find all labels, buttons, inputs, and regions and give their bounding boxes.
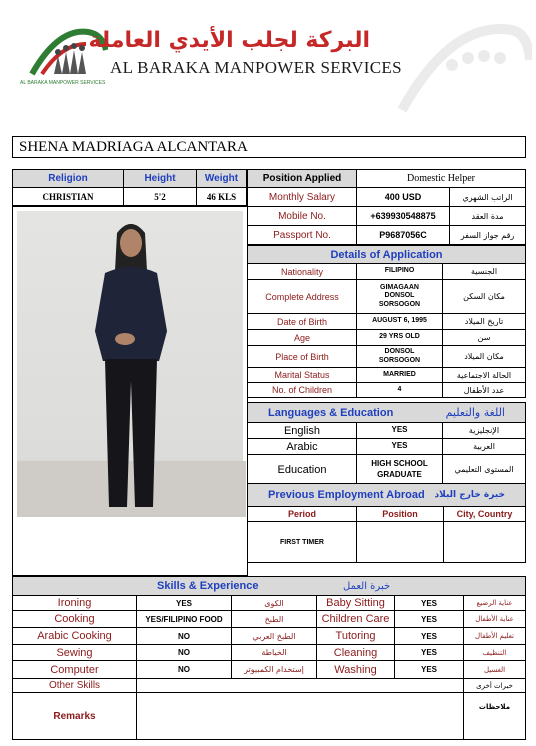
info-label-ar: رقم جواز السفر	[449, 225, 526, 245]
detail-label-ar: سن	[442, 329, 526, 346]
company-name-english: AL BARAKA MANPOWER SERVICES	[110, 58, 402, 77]
language-value: YES	[356, 422, 443, 439]
skill-label: Ironing	[12, 595, 137, 611]
skill-label: Arabic Cooking	[12, 627, 137, 645]
detail-label: Date of Birth	[247, 313, 357, 330]
skills-title-ar: خبرة العمل	[343, 580, 391, 592]
skills-title: Skills & Experience	[157, 580, 259, 592]
detail-label: Complete Address	[247, 279, 357, 314]
skill-value: YES	[136, 595, 232, 611]
skill-label: Sewing	[12, 644, 137, 661]
language-value: YES	[356, 438, 443, 455]
language-value: HIGH SCHOOL GRADUATE	[356, 454, 443, 485]
employment-cell	[443, 521, 526, 563]
other-skills-ar: خبرات أخرى	[463, 678, 526, 693]
skill-label: Computer	[12, 660, 137, 679]
skill-value: YES	[394, 644, 464, 661]
other-skills-label: Other Skills	[12, 678, 137, 693]
company-name-arabic: البركة لجلب الأيدي العاملة	[88, 28, 370, 53]
detail-label: Age	[247, 329, 357, 346]
skill-value: NO	[136, 644, 232, 661]
detail-label-ar: مكان الميلاد	[442, 345, 526, 368]
other-skills-value	[136, 678, 464, 693]
skill-value: NO	[136, 660, 232, 679]
info-label-ar: الراتب الشهري	[449, 187, 526, 207]
remarks-label: Remarks	[12, 692, 137, 740]
skill-label: Tutoring	[316, 627, 395, 645]
languages-title: Languages & Education	[268, 406, 394, 419]
religion-value: CHRISTIAN	[12, 187, 124, 206]
photo-frame	[12, 206, 248, 576]
detail-label: Marital Status	[247, 367, 357, 383]
watermark-logo	[392, 10, 532, 120]
applicant-name: SHENA MADRIAGA ALCANTARA	[12, 136, 526, 158]
employment-col-header: Period	[247, 506, 357, 522]
religion-label: Religion	[12, 169, 124, 188]
info-value: +639930548875	[356, 206, 450, 226]
detail-value: FILIPINO	[356, 263, 443, 280]
weight-value: 46 KLS	[196, 187, 247, 206]
skill-label-ar: الغسيل	[463, 660, 526, 679]
employment-cell: FIRST TIMER	[247, 521, 357, 563]
skill-label-ar: الطبخ العربي	[231, 627, 317, 645]
employment-title-ar: خبرة خارج البلاد	[434, 490, 505, 500]
employment-cell	[356, 521, 444, 563]
applicant-photo	[17, 211, 243, 517]
detail-label-ar: عدد الأطفال	[442, 382, 526, 398]
skill-value: YES	[394, 627, 464, 645]
languages-title-ar: اللغة والتعليم	[445, 406, 505, 419]
skill-label-ar: الخياطة	[231, 644, 317, 661]
detail-value: MARRIED	[356, 367, 443, 383]
weight-label: Weight	[196, 169, 247, 188]
skill-label: Baby Sitting	[316, 595, 395, 611]
skill-label: Washing	[316, 660, 395, 679]
info-label: Mobile No.	[247, 206, 357, 226]
height-label: Height	[123, 169, 197, 188]
language-label-ar: الإنجليزية	[442, 422, 526, 439]
skill-value: YES/FILIPINO FOOD	[136, 610, 232, 628]
skill-value: YES	[394, 595, 464, 611]
employment-col-header: Position	[356, 506, 444, 522]
language-label-ar: العربية	[442, 438, 526, 455]
skill-label-ar: إستخدام الكمبيوتر	[231, 660, 317, 679]
language-label-ar: المستوى التعليمي	[442, 454, 526, 485]
skill-label-ar: الطبخ	[231, 610, 317, 628]
languages-header	[247, 402, 526, 423]
detail-value: GIMAGAAN DONSOL SORSOGON	[356, 279, 443, 314]
skills-header	[12, 576, 526, 596]
remarks-value	[136, 692, 464, 740]
remarks-ar: ملاحظات	[463, 692, 526, 740]
position-value: Domestic Helper	[356, 169, 526, 188]
skill-label-ar: تعليم الأطفال	[463, 627, 526, 645]
skill-value: NO	[136, 627, 232, 645]
detail-label-ar: الحالة الاجتماعية	[442, 367, 526, 383]
skill-label: Cooking	[12, 610, 137, 628]
info-value: P9687056C	[356, 225, 450, 245]
logo-small-text: AL BARAKA MANPOWER SERVICES	[20, 80, 106, 86]
skill-label-ar: عناية الرضيع	[463, 595, 526, 611]
skill-value: YES	[394, 610, 464, 628]
language-label: Education	[247, 454, 357, 485]
detail-label: No. of Children	[247, 382, 357, 398]
detail-label-ar: الجنسية	[442, 263, 526, 280]
detail-label-ar: مكان السكن	[442, 279, 526, 314]
skill-label: Cleaning	[316, 644, 395, 661]
employment-title: Previous Employment Abroad	[268, 489, 425, 501]
info-label: Passport No.	[247, 225, 357, 245]
height-value: 5'2	[123, 187, 197, 206]
language-label: Arabic	[247, 438, 357, 455]
position-label: Position Applied	[247, 169, 357, 188]
employment-header	[247, 483, 526, 507]
detail-label: Place of Birth	[247, 345, 357, 368]
detail-value: AUGUST 6, 1995	[356, 313, 443, 330]
info-label: Monthly Salary	[247, 187, 357, 207]
skill-label-ar: الكوى	[231, 595, 317, 611]
detail-label: Nationality	[247, 263, 357, 280]
details-title: Details of Application	[247, 245, 526, 264]
info-label-ar: مدة العقد	[449, 206, 526, 226]
detail-value: 4	[356, 382, 443, 398]
detail-value: DONSOL SORSOGON	[356, 345, 443, 368]
detail-label-ar: تاريخ الميلاد	[442, 313, 526, 330]
skill-value: YES	[394, 660, 464, 679]
info-value: 400 USD	[356, 187, 450, 207]
skill-label: Children Care	[316, 610, 395, 628]
language-label: English	[247, 422, 357, 439]
employment-col-header: City, Country	[443, 506, 526, 522]
skill-label-ar: التنظيف	[463, 644, 526, 661]
detail-value: 29 YRS OLD	[356, 329, 443, 346]
skill-label-ar: عناية الأطفال	[463, 610, 526, 628]
